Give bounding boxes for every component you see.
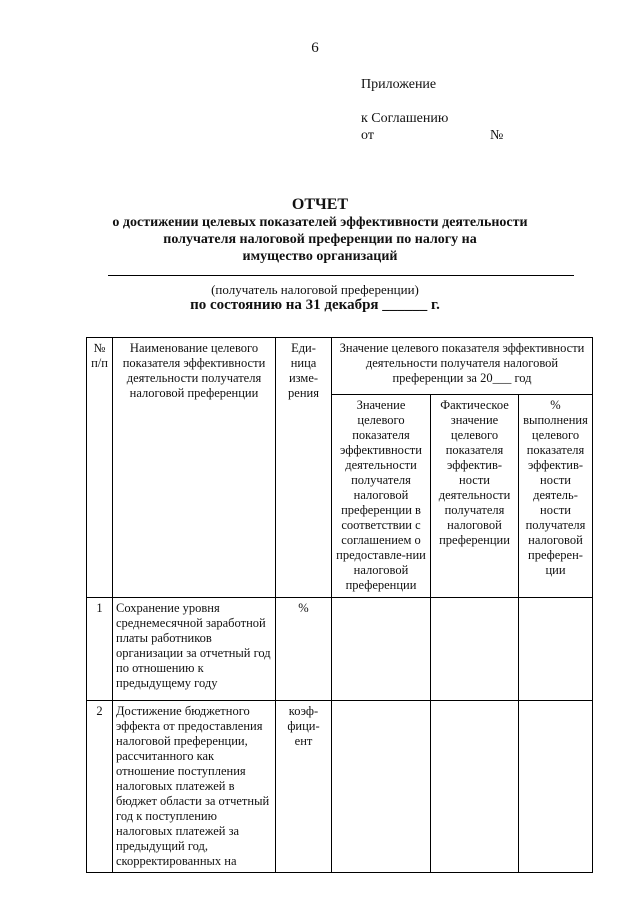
row-actual-value[interactable] <box>431 701 519 873</box>
report-table <box>86 337 593 873</box>
row-percent-value[interactable] <box>519 701 593 873</box>
row-actual-value[interactable] <box>431 598 519 701</box>
header-name: Наименование целевого показателя эффективности деятельности получателя налоговой преференции <box>113 338 276 598</box>
appendix-number-label: № <box>490 128 504 143</box>
report-title <box>60 196 580 265</box>
recipient-caption: (получатель налоговой преференции) <box>211 282 419 297</box>
header-unit: Еди-ница изме-рения <box>276 338 332 598</box>
row-planned-value[interactable] <box>332 701 431 873</box>
report-subtitle-line3: имущество организаций <box>242 249 398 264</box>
header-planned-value: Значение целевого показателя эффективности деятельности получателя налоговой преференции в соответствии с соглашением о предоставле-нии налоговой преференции <box>332 395 431 598</box>
row-name: Достижение бюджетного эффекта от предоставления налоговой преференции, рассчитанного как отношение поступления налоговых платежей в бюджет области за отчетный год к поступлению налоговых платежей за предыдущий год, скорректированных на <box>113 701 276 873</box>
row-name: Сохранение уровня среднемесячной заработной платы работников организации за отчетный год по отношению к предыдущему году <box>113 598 276 701</box>
row-unit: коэф-фици-ент <box>276 701 332 873</box>
header-percent-completion: % выполнения целевого показателя эффектив-ности деятель-ности получателя налоговой преферен-ции <box>519 395 593 598</box>
appendix-date-number <box>361 127 504 144</box>
header-group: Значение целевого показателя эффективности деятельности получателя налоговой преференции за 20___ год <box>332 338 593 395</box>
appendix-agreement: к Соглашению <box>361 111 449 126</box>
page-number: 6 <box>311 40 319 56</box>
table-row <box>87 598 593 701</box>
row-num: 1 <box>87 598 113 701</box>
appendix-label: Приложение <box>361 77 437 92</box>
report-heading: ОТЧЕТ <box>291 196 349 213</box>
table-row <box>87 701 593 873</box>
table-header-row <box>87 338 593 395</box>
header-actual-value: Фактическое значение целевого показателя эффектив-ности деятельности получателя налоговой преференции <box>431 395 519 598</box>
as-of-date: по состоянию на 31 декабря ______ г. <box>190 297 440 313</box>
report-subtitle-line1: о достижении целевых показателей эффективности деятельности <box>112 215 528 230</box>
row-percent-value[interactable] <box>519 598 593 701</box>
header-num: № п/п <box>87 338 113 598</box>
row-unit: % <box>276 598 332 701</box>
appendix-from-label: от <box>361 128 374 143</box>
row-num: 2 <box>87 701 113 873</box>
report-subtitle-line2: получателя налоговой преференции по налогу на <box>163 232 477 247</box>
appendix-block <box>361 76 504 144</box>
row-planned-value[interactable] <box>332 598 431 701</box>
recipient-fill-line <box>108 275 574 276</box>
